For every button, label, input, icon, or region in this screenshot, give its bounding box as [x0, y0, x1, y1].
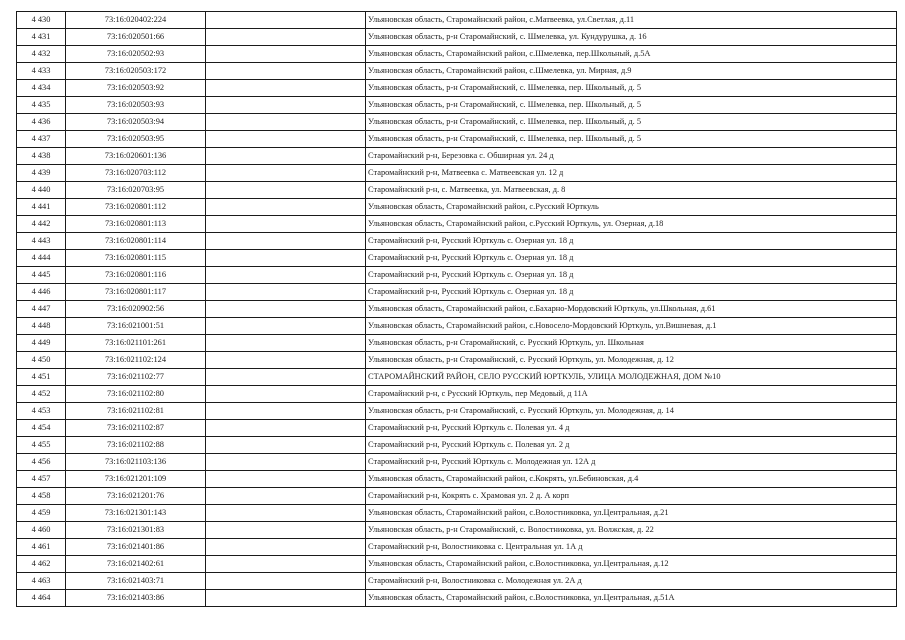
row-number-cell: 4 459: [17, 505, 66, 522]
address-cell: Ульяновская область, р-н Старомайнский, с. Шмелевка, пер. Школьный, д. 5: [366, 131, 897, 148]
empty-cell: [206, 335, 366, 352]
cadastral-number-cell: 73:16:020902:56: [66, 301, 206, 318]
address-cell: Старомайнский р-н, с. Матвеевка, ул. Матвеевская, д. 8: [366, 182, 897, 199]
table-row: [17, 573, 897, 590]
empty-cell: [206, 267, 366, 284]
cadastral-number-cell: 73:16:021403:71: [66, 573, 206, 590]
cadastral-number-cell: 73:16:020801:114: [66, 233, 206, 250]
row-number-cell: 4 448: [17, 318, 66, 335]
row-number-cell: 4 438: [17, 148, 66, 165]
address-cell: Старомайнский р-н, Русский Юрткуль с. Озерная ул. 18 д: [366, 233, 897, 250]
empty-cell: [206, 29, 366, 46]
row-number-cell: 4 460: [17, 522, 66, 539]
empty-cell: [206, 522, 366, 539]
cadastral-number-cell: 73:16:020503:92: [66, 80, 206, 97]
row-number-cell: 4 452: [17, 386, 66, 403]
row-number-cell: 4 450: [17, 352, 66, 369]
table-row: [17, 335, 897, 352]
row-number-cell: 4 435: [17, 97, 66, 114]
empty-cell: [206, 471, 366, 488]
table-row: [17, 352, 897, 369]
table-row: [17, 233, 897, 250]
address-cell: Старомайнский р-н, Русский Юрткуль с. Полевая ул. 4 д: [366, 420, 897, 437]
address-cell: Ульяновская область, Старомайнский район, с.Русский Юрткуль: [366, 199, 897, 216]
row-number-cell: 4 457: [17, 471, 66, 488]
table-row: [17, 12, 897, 29]
address-cell: Старомайнский р-н, Матвеевка с. Матвеевская ул. 12 д: [366, 165, 897, 182]
row-number-cell: 4 451: [17, 369, 66, 386]
empty-cell: [206, 284, 366, 301]
address-cell: Старомайнский р-н, Русский Юрткуль с. Озерная ул. 18 д: [366, 284, 897, 301]
table-row: [17, 114, 897, 131]
cadastral-number-cell: 73:16:021102:124: [66, 352, 206, 369]
row-number-cell: 4 455: [17, 437, 66, 454]
row-number-cell: 4 442: [17, 216, 66, 233]
address-cell: Ульяновская область, Старомайнский район, с.Кокрять, ул.Бебиновская, д.4: [366, 471, 897, 488]
cadastral-number-cell: 73:16:020801:117: [66, 284, 206, 301]
empty-cell: [206, 369, 366, 386]
row-number-cell: 4 463: [17, 573, 66, 590]
cadastral-number-cell: 73:16:021402:61: [66, 556, 206, 573]
cadastral-number-cell: 73:16:020503:172: [66, 63, 206, 80]
cadastral-number-cell: 73:16:020502:93: [66, 46, 206, 63]
cadastral-number-cell: 73:16:021101:261: [66, 335, 206, 352]
address-cell: Ульяновская область, Старомайнский район, с.Матвеевка, ул.Светлая, д.11: [366, 12, 897, 29]
cadastral-number-cell: 73:16:021403:86: [66, 590, 206, 607]
table-row: [17, 199, 897, 216]
cadastral-number-cell: 73:16:020703:95: [66, 182, 206, 199]
address-cell: Ульяновская область, Старомайнский район, с.Волостниковка, ул.Центральная, д.51А: [366, 590, 897, 607]
empty-cell: [206, 199, 366, 216]
table-row: [17, 131, 897, 148]
table-row: [17, 29, 897, 46]
address-cell: Ульяновская область, Старомайнский район, с.Новосело-Мордовский Юрткуль, ул.Вишневая, д.1: [366, 318, 897, 335]
table-row: [17, 301, 897, 318]
empty-cell: [206, 233, 366, 250]
address-cell: Старомайнский р-н, Волостниковка с. Центральная ул. 1А д: [366, 539, 897, 556]
row-number-cell: 4 462: [17, 556, 66, 573]
empty-cell: [206, 590, 366, 607]
cadastral-number-cell: 73:16:020601:136: [66, 148, 206, 165]
cadastral-number-cell: 73:16:021102:77: [66, 369, 206, 386]
cadastral-number-cell: 73:16:021102:80: [66, 386, 206, 403]
address-cell: Ульяновская область, р-н Старомайнский, с. Шмелевка, ул. Кундурушка, д. 16: [366, 29, 897, 46]
cadastral-number-cell: 73:16:021102:81: [66, 403, 206, 420]
empty-cell: [206, 97, 366, 114]
address-cell: Ульяновская область, р-н Старомайнский, с. Русский Юрткуль, ул. Молодежная, д. 14: [366, 403, 897, 420]
empty-cell: [206, 165, 366, 182]
address-cell: Старомайнский р-н, Кокрять с. Храмовая ул. 2 д. А корп: [366, 488, 897, 505]
address-cell: Ульяновская область, Старомайнский район, с.Русский Юрткуль, ул. Озерная, д.18: [366, 216, 897, 233]
empty-cell: [206, 114, 366, 131]
empty-cell: [206, 148, 366, 165]
empty-cell: [206, 403, 366, 420]
table-row: [17, 250, 897, 267]
cadastral-number-cell: 73:16:020801:113: [66, 216, 206, 233]
row-number-cell: 4 431: [17, 29, 66, 46]
table-row: [17, 97, 897, 114]
empty-cell: [206, 250, 366, 267]
cadastral-number-cell: 73:16:020402:224: [66, 12, 206, 29]
row-number-cell: 4 430: [17, 12, 66, 29]
table-row: [17, 420, 897, 437]
row-number-cell: 4 461: [17, 539, 66, 556]
row-number-cell: 4 446: [17, 284, 66, 301]
row-number-cell: 4 441: [17, 199, 66, 216]
cadastral-number-cell: 73:16:021102:88: [66, 437, 206, 454]
table-row: [17, 556, 897, 573]
address-cell: СТАРОМАЙНСКИЙ РАЙОН, СЕЛО РУССКИЙ ЮРТКУЛЬ, УЛИЦА МОЛОДЕЖНАЯ, ДОМ №10: [366, 369, 897, 386]
table-row: [17, 471, 897, 488]
empty-cell: [206, 420, 366, 437]
address-cell: Ульяновская область, р-н Старомайнский, с. Шмелевка, пер. Школьный, д. 5: [366, 97, 897, 114]
table-row: [17, 318, 897, 335]
row-number-cell: 4 436: [17, 114, 66, 131]
cadastral-number-cell: 73:16:021301:83: [66, 522, 206, 539]
row-number-cell: 4 443: [17, 233, 66, 250]
table-row: [17, 80, 897, 97]
address-cell: Ульяновская область, Старомайнский район, с.Волостниковка, ул.Центральная, д.12: [366, 556, 897, 573]
address-cell: Ульяновская область, Старомайнский район, с.Бахарно-Мордовский Юрткуль, ул.Школьная, д.61: [366, 301, 897, 318]
address-cell: Ульяновская область, р-н Старомайнский, с. Волостниковка, ул. Волжская, д. 22: [366, 522, 897, 539]
empty-cell: [206, 216, 366, 233]
table-row: [17, 63, 897, 80]
row-number-cell: 4 440: [17, 182, 66, 199]
row-number-cell: 4 447: [17, 301, 66, 318]
row-number-cell: 4 433: [17, 63, 66, 80]
address-cell: Старомайнский р-н, Русский Юрткуль с. Озерная ул. 18 д: [366, 250, 897, 267]
address-cell: Старомайнский р-н, Березовка с. Обширная ул. 24 д: [366, 148, 897, 165]
cadastral-number-cell: 73:16:021001:51: [66, 318, 206, 335]
table-row: [17, 437, 897, 454]
property-table: [16, 11, 897, 607]
address-cell: Старомайнский р-н, с Русский Юрткуль, пер Медовый, д 11А: [366, 386, 897, 403]
empty-cell: [206, 505, 366, 522]
empty-cell: [206, 454, 366, 471]
empty-cell: [206, 301, 366, 318]
address-cell: Ульяновская область, р-н Старомайнский, с. Шмелевка, пер. Школьный, д. 5: [366, 80, 897, 97]
table-row: [17, 369, 897, 386]
row-number-cell: 4 454: [17, 420, 66, 437]
cadastral-number-cell: 73:16:020503:93: [66, 97, 206, 114]
empty-cell: [206, 63, 366, 80]
empty-cell: [206, 131, 366, 148]
address-cell: Ульяновская область, Старомайнский район, с.Шмелевка, пер.Школьный, д.5А: [366, 46, 897, 63]
cadastral-number-cell: 73:16:021103:136: [66, 454, 206, 471]
address-cell: Ульяновская область, р-н Старомайнский, с. Шмелевка, пер. Школьный, д. 5: [366, 114, 897, 131]
cadastral-number-cell: 73:16:020801:115: [66, 250, 206, 267]
row-number-cell: 4 464: [17, 590, 66, 607]
empty-cell: [206, 182, 366, 199]
cadastral-number-cell: 73:16:020801:116: [66, 267, 206, 284]
table-row: [17, 216, 897, 233]
empty-cell: [206, 488, 366, 505]
empty-cell: [206, 556, 366, 573]
table-row: [17, 46, 897, 63]
address-cell: Ульяновская область, Старомайнский район, с.Шмелевка, ул. Мирная, д.9: [366, 63, 897, 80]
table-row: [17, 267, 897, 284]
table-body: [17, 12, 897, 607]
address-cell: Ульяновская область, р-н Старомайнский, с. Русский Юрткуль, ул. Школьная: [366, 335, 897, 352]
empty-cell: [206, 539, 366, 556]
row-number-cell: 4 456: [17, 454, 66, 471]
row-number-cell: 4 432: [17, 46, 66, 63]
cadastral-number-cell: 73:16:021401:86: [66, 539, 206, 556]
empty-cell: [206, 573, 366, 590]
empty-cell: [206, 80, 366, 97]
cadastral-number-cell: 73:16:021102:87: [66, 420, 206, 437]
cadastral-number-cell: 73:16:020801:112: [66, 199, 206, 216]
empty-cell: [206, 12, 366, 29]
empty-cell: [206, 386, 366, 403]
table-row: [17, 403, 897, 420]
empty-cell: [206, 352, 366, 369]
address-cell: Ульяновская область, Старомайнский район, с.Волостниковка, ул.Центральная, д.21: [366, 505, 897, 522]
row-number-cell: 4 444: [17, 250, 66, 267]
table-row: [17, 539, 897, 556]
registry-sheet: [16, 11, 896, 607]
row-number-cell: 4 458: [17, 488, 66, 505]
table-row: [17, 182, 897, 199]
cadastral-number-cell: 73:16:020501:66: [66, 29, 206, 46]
table-row: [17, 165, 897, 182]
empty-cell: [206, 318, 366, 335]
row-number-cell: 4 439: [17, 165, 66, 182]
address-cell: Старомайнский р-н, Русский Юрткуль с. Озерная ул. 18 д: [366, 267, 897, 284]
address-cell: Старомайнский р-н, Русский Юрткуль с. Молодежная ул. 12А д: [366, 454, 897, 471]
table-row: [17, 488, 897, 505]
row-number-cell: 4 449: [17, 335, 66, 352]
table-row: [17, 522, 897, 539]
address-cell: Ульяновская область, р-н Старомайнский, с. Русский Юрткуль, ул. Молодежная, д. 12: [366, 352, 897, 369]
cadastral-number-cell: 73:16:020703:112: [66, 165, 206, 182]
cadastral-number-cell: 73:16:021201:76: [66, 488, 206, 505]
empty-cell: [206, 437, 366, 454]
row-number-cell: 4 453: [17, 403, 66, 420]
row-number-cell: 4 434: [17, 80, 66, 97]
cadastral-number-cell: 73:16:021301:143: [66, 505, 206, 522]
table-row: [17, 590, 897, 607]
cadastral-number-cell: 73:16:020503:94: [66, 114, 206, 131]
table-row: [17, 284, 897, 301]
row-number-cell: 4 445: [17, 267, 66, 284]
table-row: [17, 148, 897, 165]
address-cell: Старомайнский р-н, Волостниковка с. Молодежная ул. 2А д: [366, 573, 897, 590]
table-row: [17, 454, 897, 471]
table-row: [17, 505, 897, 522]
cadastral-number-cell: 73:16:020503:95: [66, 131, 206, 148]
empty-cell: [206, 46, 366, 63]
table-row: [17, 386, 897, 403]
row-number-cell: 4 437: [17, 131, 66, 148]
cadastral-number-cell: 73:16:021201:109: [66, 471, 206, 488]
address-cell: Старомайнский р-н, Русский Юрткуль с. Полевая ул. 2 д: [366, 437, 897, 454]
